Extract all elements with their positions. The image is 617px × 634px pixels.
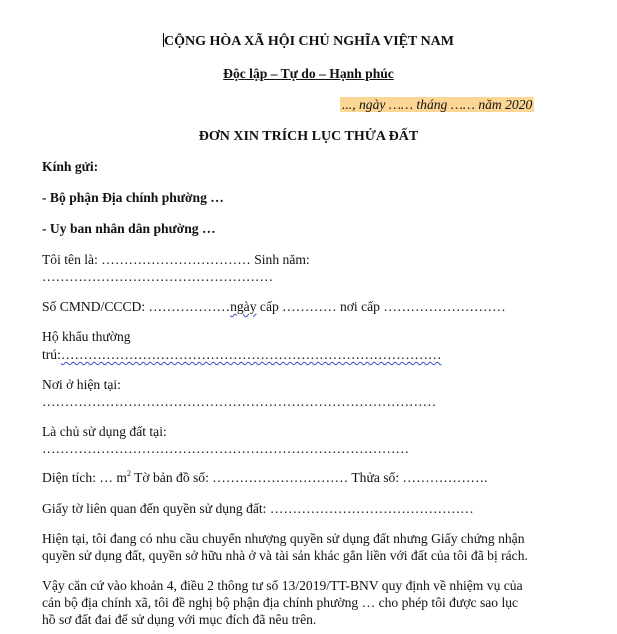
residence-dots: ……………………………………………………………………………	[42, 394, 437, 409]
date-line: ..., ngày …… tháng …… năm 2020	[342, 97, 533, 112]
name-dots: ……………………………………………	[42, 269, 274, 284]
paragraph-1-line-2: quyền sử dụng đất, quyền sở hữu nhà ở và tài sản khác gắn liền với đất của tôi đã bị rách.	[42, 548, 528, 563]
recipient-committee: - Uy ban nhân dân phường …	[42, 221, 216, 236]
id-issue-date: ngày	[230, 299, 257, 314]
residence-label: Nơi ở hiện tại:	[42, 377, 121, 392]
name-field: Tôi tên là: …………………………… Sinh năm:	[42, 252, 310, 267]
household-label: Hộ khẩu thường	[42, 329, 131, 344]
nation-heading: CỘNG HÒA XÃ HỘI CHỦ NGHĨA VIỆT NAM	[163, 34, 454, 49]
area-field: Diện tích: … $m^2$ Tờ bản đồ số: ………………………… Thửa số: ……………….	[42, 469, 488, 485]
paragraph-2-line-1: Vậy căn cứ vào khoản 4, điều 2 thông tư số 13/2019/TT-BNV quy định về nhiệm vụ của	[42, 578, 523, 593]
id-field: Số CMND/CCCD: ………………ngày cấp ………… nơi cấp ………………………	[42, 299, 506, 314]
documents-field: Giấy tờ liên quan đến quyền sử dụng đất: ………………………………………	[42, 501, 474, 516]
owner-dots: ………………………………………………………………………	[42, 441, 410, 456]
household-field: trú:…………………………………………………………………………	[42, 347, 442, 362]
paragraph-1-line-1: Hiện tại, tôi đang có nhu cầu chuyển nhượng quyền sử dụng đất nhưng Giấy chứng nhận	[42, 531, 525, 546]
owner-label: Là chủ sử dụng đất tại:	[42, 424, 167, 439]
document-title: ĐƠN XIN TRÍCH LỤC THỬA ĐẤT	[198, 129, 419, 144]
motto: Độc lập – Tự do – Hạnh phúc	[223, 66, 394, 81]
recipient-cadastral: - Bộ phận Địa chính phường …	[42, 190, 224, 205]
paragraph-2-line-2: cán bộ địa chính xã, tôi đề nghị bộ phận địa chính phường … cho phép tôi được sao lục	[42, 595, 519, 610]
paragraph-2-line-3: hồ sơ đất đai để sử dụng với mục đích đã nêu trên.	[42, 612, 317, 627]
greeting: Kính gửi:	[42, 159, 99, 174]
